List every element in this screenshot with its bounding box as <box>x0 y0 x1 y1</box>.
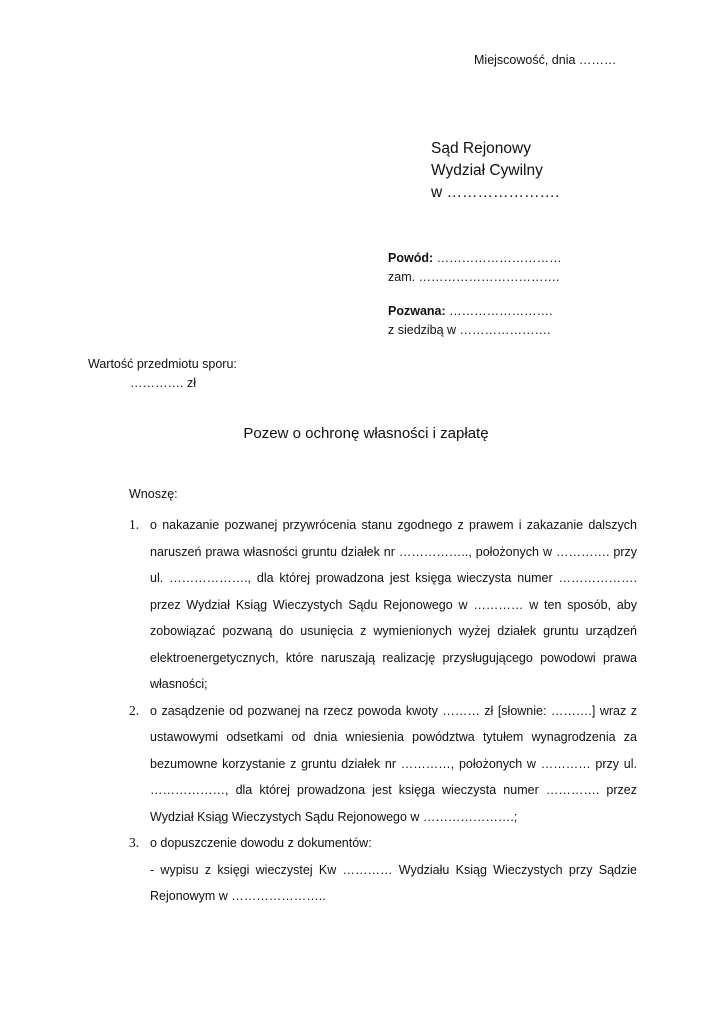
item-text: o nakazanie pozwanej przywrócenia stanu zgodnego z prawem i zakazanie dalszych naruszeń prawa własności gruntu działek nr …………….., położonych w …………. przy ul. ………………., dla której prowadzona jest księga wieczysta numer ………………. przez Wydział Ksiąg Wieczystych Sądu Rejonowego w ………… w ten sposób, aby zobowiązać pozwaną do usunięcia z wymienionych wyżej działek gruntu urządzeń elektroenergetycznych, które naruszają realizację przysługującego powodowi prawa własności; <box>150 518 637 691</box>
request-list <box>129 512 637 910</box>
plaintiff-label: Powód: <box>388 251 434 265</box>
claim-value-amount: …………. zł <box>130 376 196 390</box>
item-text: o dopuszczenie dowodu z dokumentów: <box>150 836 372 850</box>
list-item <box>129 512 637 698</box>
claim-value-label: Wartość przedmiotu sporu: <box>88 357 237 371</box>
item-text: o zasądzenie od pozwanej na rzecz powoda kwoty ……… zł [słownie: ……….] wraz z ustawowymi odsetkami od dnia wniesienia powództwa tytułem wynagrodzenia za bezumowne korzystanie z gruntu działek nr …………, położonych w ………… przy ul. ………………, dla której prowadzona jest księga wieczysta numer …………. przez Wydział Ksiąg Wieczystych Sądu Rejonowego w ………………….; <box>150 703 637 824</box>
defendant-label: Pozwana: <box>388 304 446 318</box>
place-date: Miejscowość, dnia ……… <box>474 53 617 67</box>
item-number: 1. <box>129 517 140 532</box>
court-address <box>431 138 559 204</box>
list-item <box>129 698 637 831</box>
defendant-seat: z siedzibą w …………………. <box>388 323 551 337</box>
plaintiff-value: ………………………… <box>433 251 562 265</box>
list-item <box>129 830 637 910</box>
plaintiff-line <box>388 249 562 268</box>
item-subtext: - wypisu z księgi wieczystej Kw ………… Wydziału Ksiąg Wieczystych przy Sądzie Rejonowym w ………………….. <box>150 862 637 903</box>
defendant-line <box>388 302 562 321</box>
parties-block <box>388 249 562 340</box>
request-intro: Wnoszę: <box>129 487 178 501</box>
court-division: Wydział Cywilny <box>431 162 543 179</box>
defendant-value: ……………………. <box>445 304 553 318</box>
court-name: Sąd Rejonowy <box>431 140 531 157</box>
item-number: 3. <box>129 835 140 850</box>
plaintiff-address: zam. ……………………………. <box>388 270 560 284</box>
document-title: Pozew o ochronę własności i zapłatę <box>243 425 489 442</box>
claim-value-block <box>88 355 237 393</box>
court-location: w …………………. <box>431 184 560 201</box>
item-number: 2. <box>129 702 140 718</box>
